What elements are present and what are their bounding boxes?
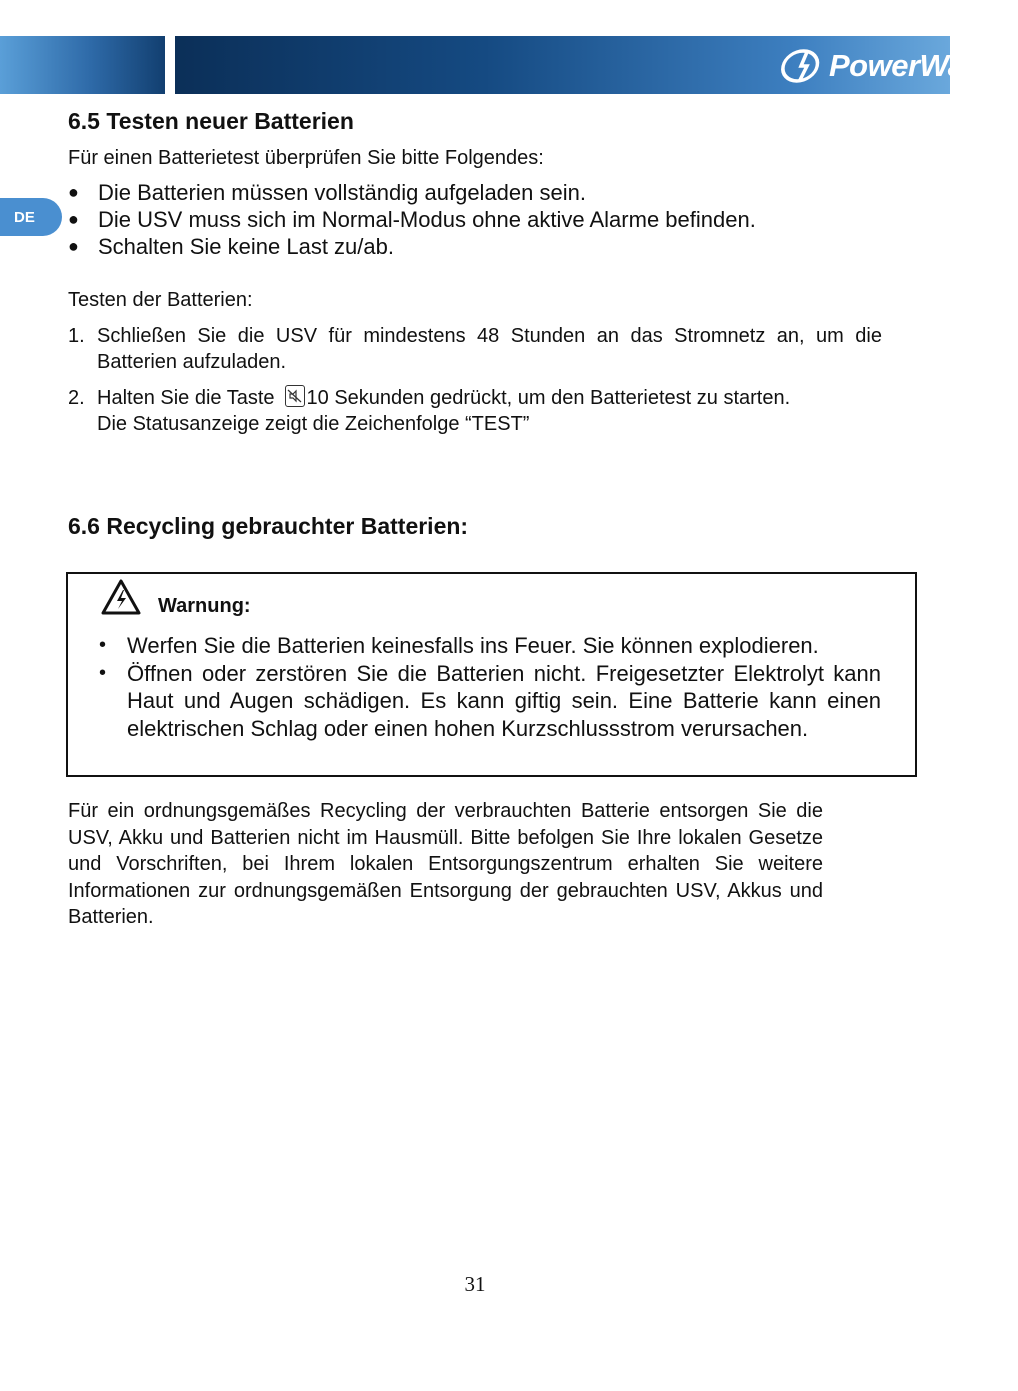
powerwalker-logo — [783, 46, 1018, 86]
header-banner — [0, 36, 1018, 94]
intro-text: Für einen Batterietest überprüfen Sie bitte Folgendes: — [68, 147, 544, 169]
recycling-paragraph: Für ein ordnungsgemäßes Recycling der verbrauchten Batterie entsorgen Sie die USV, Akku und Batterien nicht im Hausmüll. Bitte befolgen Sie Ihre lokalen Gesetze und Vorschriften, bei Ihrem lokalen Entsorgungszentrum erhalten Sie weitere Informationen zur ordnungsgemäßen Entsorgung der gebrauchten USV, Akkus und Batterien. — [68, 800, 823, 928]
warning-box — [66, 572, 917, 777]
brand-name: PowerWalker — [829, 48, 1018, 83]
warning-header — [100, 578, 251, 616]
section-6-5 — [68, 108, 882, 437]
step-text-line2: Die Statusanzeige zeigt die Zeichenfolge “TEST” — [97, 413, 530, 435]
step-number: 1. — [68, 325, 85, 347]
electric-hazard-icon — [100, 578, 142, 616]
power-logo-icon — [783, 48, 825, 84]
language-tab: DE — [0, 198, 62, 236]
list-item: ● Die Batterien müssen vollständig aufgeladen sein. — [68, 179, 882, 206]
section-6-6-title: 6.6 Recycling gebrauchter Batterien: — [68, 513, 469, 539]
warning-title: Warnung: — [158, 595, 251, 617]
requirements-list — [68, 179, 882, 260]
page-number: 31 — [464, 1272, 486, 1296]
step-text: Schließen Sie die USV für mindestens 48 Stunden an das Stromnetz an, um die Batterien aufzuladen. — [97, 325, 882, 373]
header-bar-right — [175, 36, 1018, 94]
step-item — [68, 323, 882, 375]
header-bar-left — [0, 36, 165, 94]
step-text-after: 10 Sekunden gedrückt, um den Batterietest zu starten. — [306, 387, 791, 409]
step-number: 2. — [68, 387, 85, 409]
list-item: ● Schalten Sie keine Last zu/ab. — [68, 233, 882, 260]
list-item: ● Die USV muss sich im Normal-Modus ohne aktive Alarme befinden. — [68, 206, 882, 233]
mute-test-key-icon — [285, 385, 305, 407]
step-item — [68, 385, 882, 437]
warning-item: • Werfen Sie die Batterien keinesfalls ins Feuer. Sie können explodieren. — [96, 632, 881, 660]
section-title: 6.5 Testen neuer Batterien — [68, 108, 354, 134]
test-heading: Testen der Batterien: — [68, 289, 253, 311]
warning-item: • Öffnen oder zerstören Sie die Batterien nicht. Freigesetzter Elektrolyt kann Haut und Augen schädigen. Es kann giftig sein. Eine Batterie kann einen elektrischen Schlag oder einen hohen Kurzschlussstrom verursachen. — [96, 660, 881, 743]
test-steps — [68, 323, 882, 437]
step-text-before: Halten Sie die Taste — [97, 387, 275, 409]
warning-list — [96, 632, 881, 742]
